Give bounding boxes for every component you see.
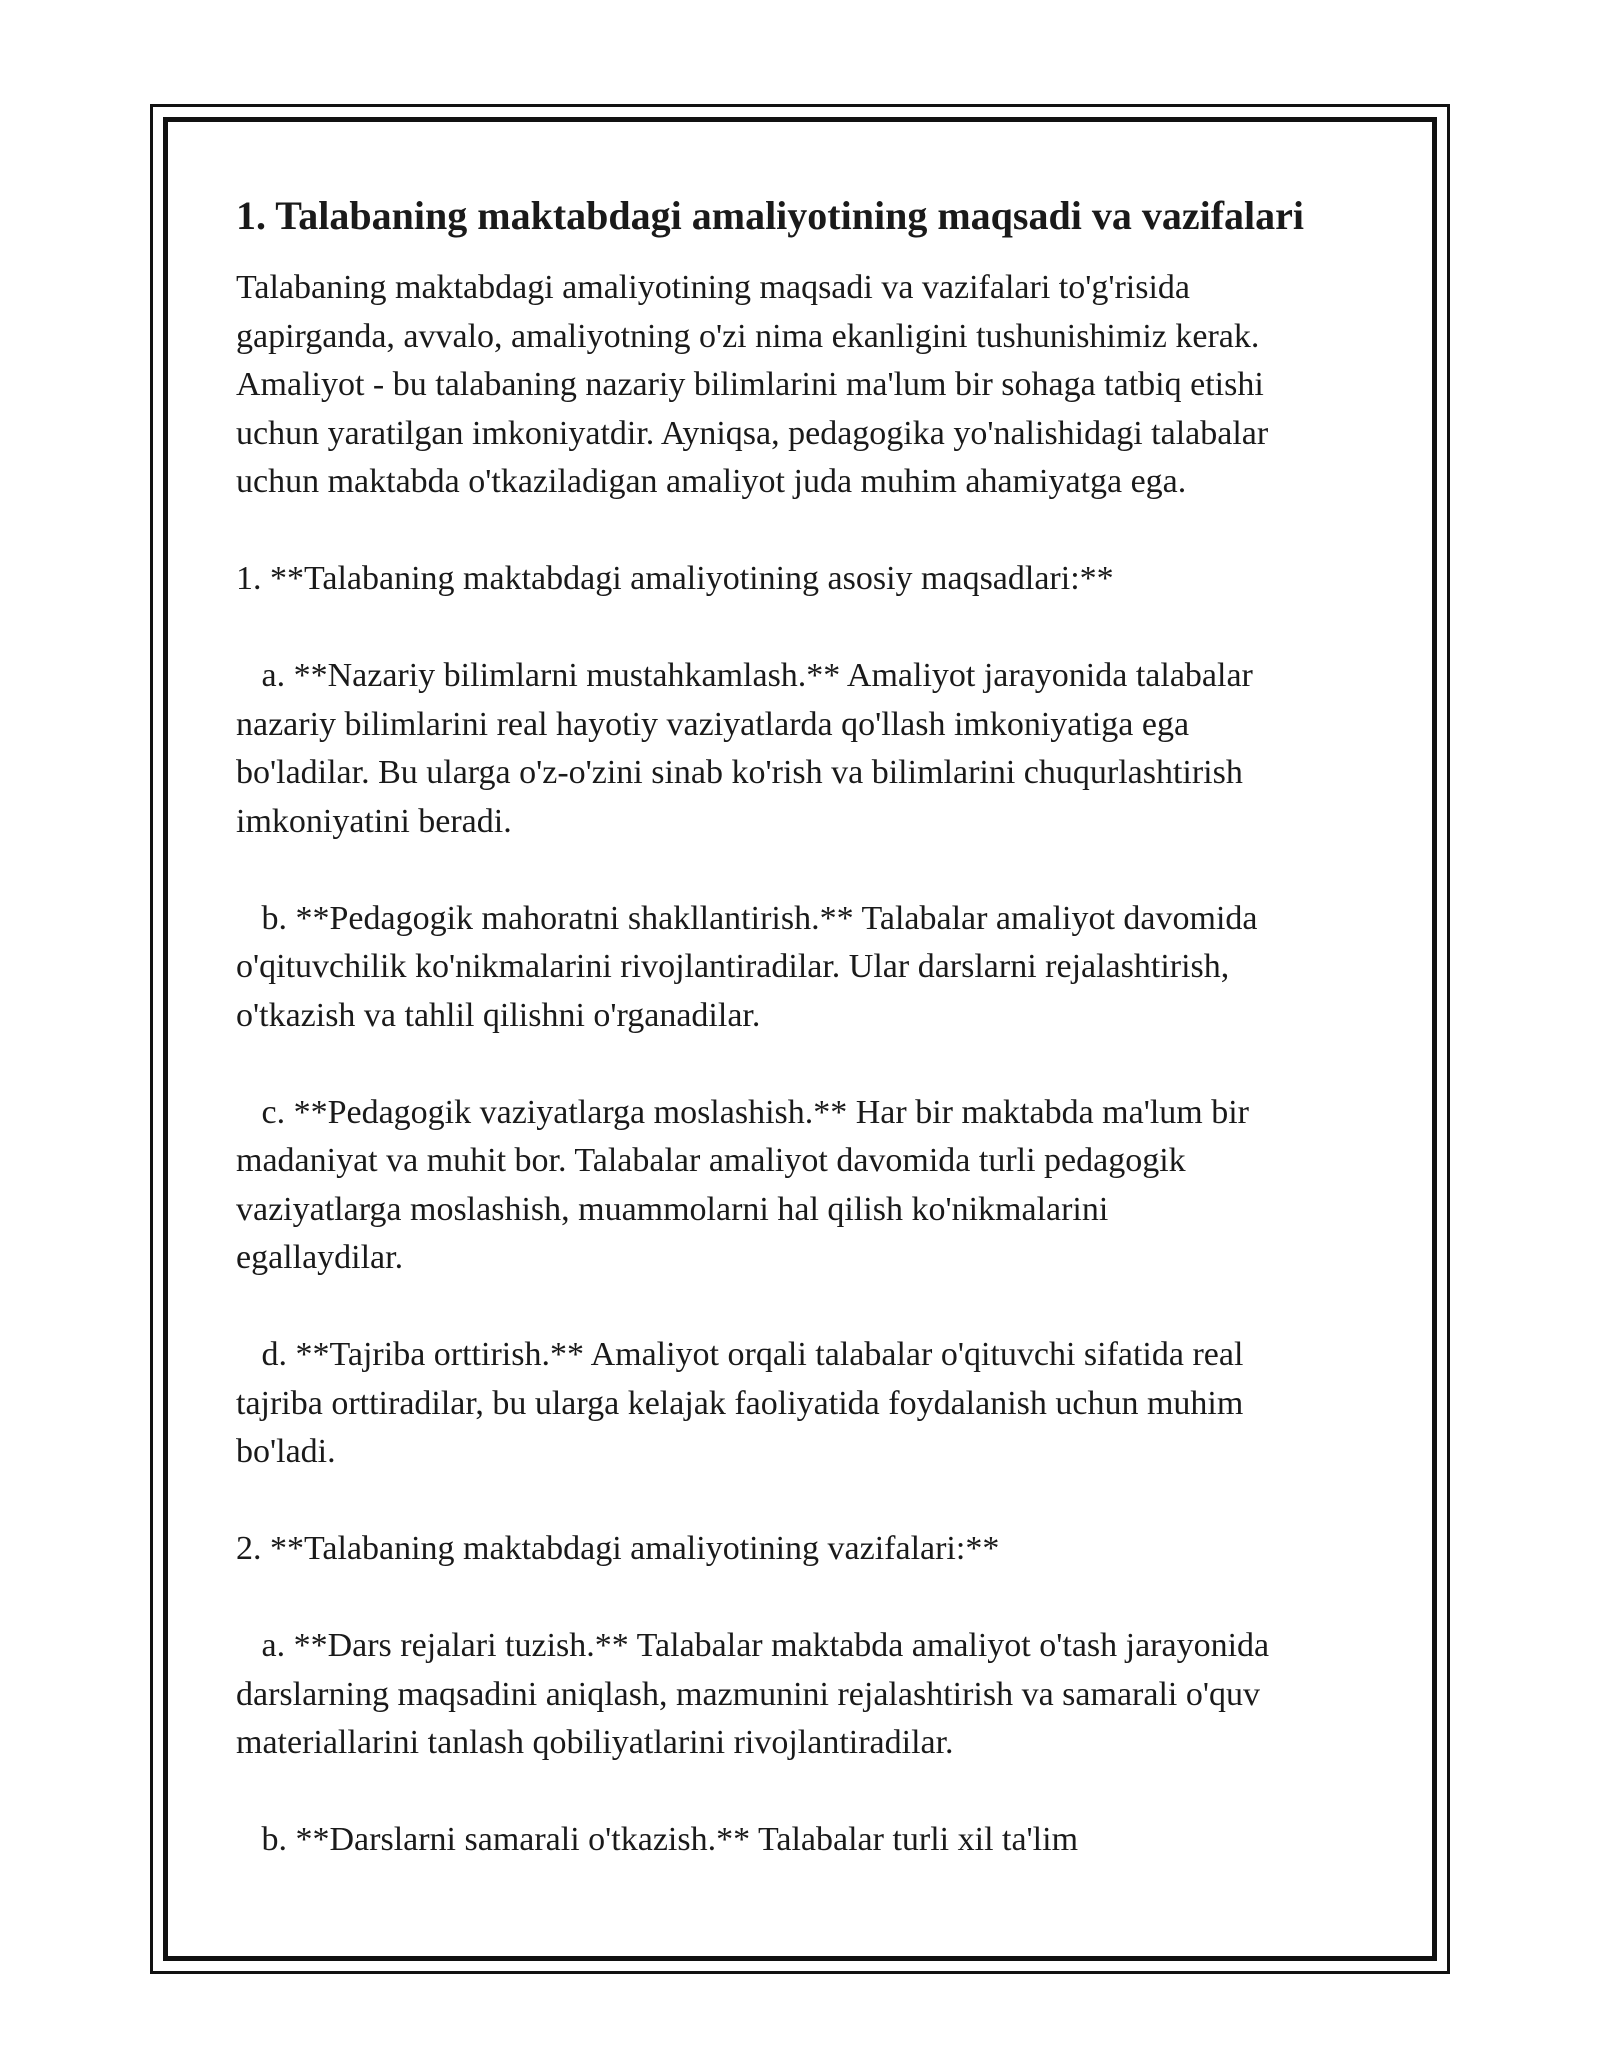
- task-item-a: a. **Dars rejalari tuzish.** Talabalar maktabda amaliyot o'tash jarayonida darslarning maqsadini aniqlash, mazmunini rejalashtirish va samarali o'quv materiallarini tanlash qobiliyatlarini rivojlantiradilar.: [236, 1627, 1270, 1761]
- document-heading: 1. Talabaning maktabdagi amaliyotining maqsadi va vazifalari: [236, 193, 1304, 238]
- goal-item-d: d. **Tajriba orttirish.** Amaliyot orqali talabalar o'qituvchi sifatida real tajriba orttiradilar, bu ularga kelajak faoliyatida foydalanish uchun muhim bo'ladi.: [236, 1336, 1244, 1470]
- goals-section-title: 1. **Talabaning maktabdagi amaliyotining asosiy maqsadlari:**: [236, 560, 1114, 597]
- intro-paragraph: Talabaning maktabdagi amaliyotining maqsadi va vazifalari to'g'risida gapirganda, avvalo, amaliyotning o'zi nima ekanligini tushunishimiz kerak. Amaliyot - bu talabaning nazariy bilimlarini ma'lum bir sohaga tatbiq etishi uchun yaratilgan imkoniyatdir. Ayniqsa, pedagogika yo'nalishidagi talabalar uchun maktabda o'tkaziladigan amaliyot juda muhim ahamiyatga ega.: [236, 269, 1269, 500]
- tasks-section-title: 2. **Talabaning maktabdagi amaliyotining vazifalari:**: [236, 1530, 1000, 1567]
- goal-item-b: b. **Pedagogik mahoratni shakllantirish.** Talabalar amaliyot davomida o'qituvchilik ko'nikmalarini rivojlantiradilar. Ular darslarni rejalashtirish, o'tkazish va tahlil qilishni o'rganadilar.: [236, 899, 1258, 1034]
- goal-item-c: c. **Pedagogik vaziyatlarga moslashish.** Har bir maktabda ma'lum bir madaniyat va muhit bor. Talabalar amaliyot davomida turli pedagogik vaziyatlarga moslashish, muammolarni hal qilish ko'nikmalarini egallaydilar.: [236, 1093, 1249, 1276]
- task-item-b: b. **Darslarni samarali o'tkazish.** Talabalar turli xil ta'lim: [236, 1821, 1079, 1858]
- goal-item-a: a. **Nazariy bilimlarni mustahkamlash.** Amaliyot jarayonida talabalar nazariy bilimlarini real hayotiy vaziyatlarda qo'llash imkoniyatiga ega bo'ladilar. Bu ularga o'z-o'zini sinab ko'rish va bilimlarini chuqurlashtirish imkoniyatini beradi.: [236, 657, 1253, 840]
- document-body: [236, 188, 1386, 1865]
